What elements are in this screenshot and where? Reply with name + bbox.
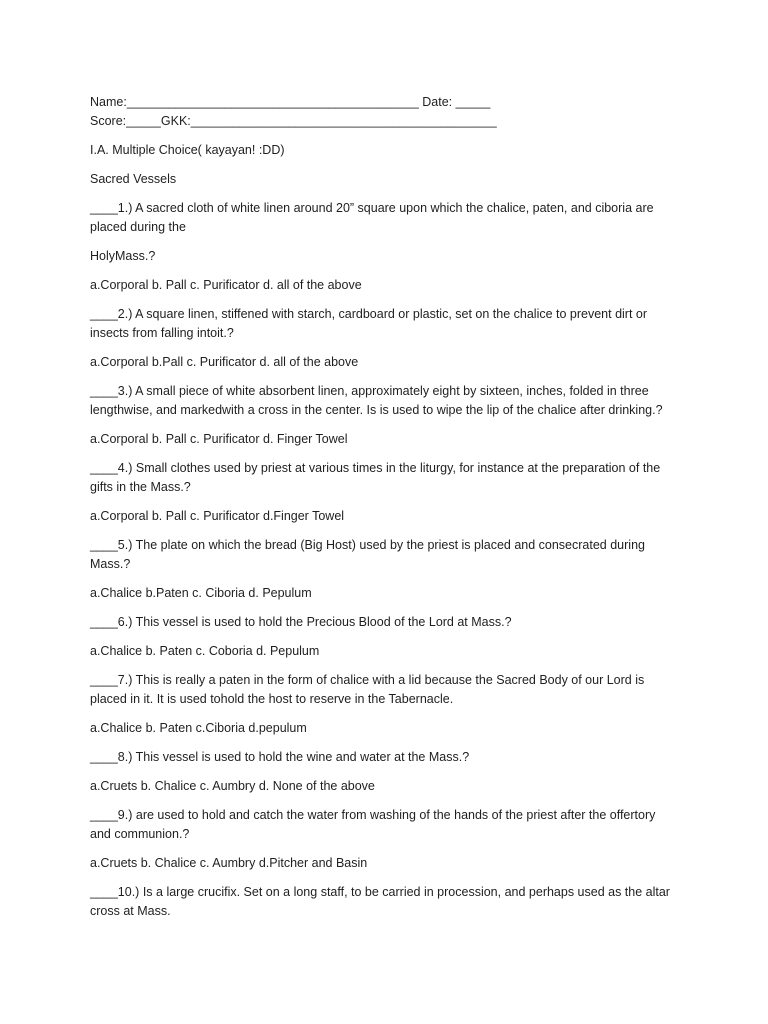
question-10-line-2: cross at Mass. <box>90 904 171 918</box>
question-3-line-2: lengthwise, and markedwith a cross in the center. Is is used to wipe the lip of the chalice after drinking.? <box>90 403 663 417</box>
question-6-choices: a.Chalice b. Paten c. Coboria d. Pepulum <box>90 644 320 658</box>
question-4-line-2: gifts in the Mass.? <box>90 480 191 494</box>
question-7-line-1: ____7.) This is really a paten in the form of chalice with a lid because the Sacred Body of our Lord is <box>90 673 645 687</box>
question-9-line-1: ____9.) are used to hold and catch the water from washing of the hands of the priest after the offertory <box>90 808 656 822</box>
question-1-choices: a.Corporal b. Pall c. Purificator d. all of the above <box>90 278 362 292</box>
question-8-line-1: ____8.) This vessel is used to hold the wine and water at the Mass.? <box>90 750 470 764</box>
section-subtitle: Sacred Vessels <box>90 172 177 186</box>
question-3-line-1: ____3.) A small piece of white absorbent linen, approximately eight by sixteen, inches, folded in three <box>90 384 649 398</box>
question-5-choices: a.Chalice b.Paten c. Ciboria d. Pepulum <box>90 586 312 600</box>
question-3-choices: a.Corporal b. Pall c. Purificator d. Finger Towel <box>90 432 348 446</box>
question-1-line-1: ____1.) A sacred cloth of white linen around 20” square upon which the chalice, paten, and ciboria are <box>90 201 654 215</box>
question-4-line-1: ____4.) Small clothes used by priest at various times in the liturgy, for instance at the preparation of the <box>90 461 661 475</box>
question-2-choices: a.Corporal b.Pall c. Purificator d. all of the above <box>90 355 359 369</box>
question-4-choices: a.Corporal b. Pall c. Purificator d.Finger Towel <box>90 509 345 523</box>
question-1-line-3: HolyMass.? <box>90 249 156 263</box>
name-date-line: Name:__________________________________________ Date: _____ <box>90 95 491 109</box>
question-8-choices: a.Cruets b. Chalice c. Aumbry d. None of the above <box>90 779 375 793</box>
question-9-choices: a.Cruets b. Chalice c. Aumbry d.Pitcher and Basin <box>90 856 368 870</box>
question-7-line-2: placed in it. It is used tohold the host to reserve in the Tabernacle. <box>90 692 454 706</box>
question-5-line-1: ____5.) The plate on which the bread (Big Host) used by the priest is placed and consecrated during <box>90 538 645 552</box>
question-7-choices: a.Chalice b. Paten c.Ciboria d.pepulum <box>90 721 307 735</box>
section-title: I.A. Multiple Choice( kayayan! :DD) <box>90 143 285 157</box>
question-1-line-2: placed during the <box>90 220 186 234</box>
question-5-line-2: Mass.? <box>90 557 131 571</box>
score-gkk-line: Score:_____GKK:____________________________________________ <box>90 114 497 128</box>
question-2-line-1: ____2.) A square linen, stiffened with starch, cardboard or plastic, set on the chalice to prevent dirt or <box>90 307 648 321</box>
question-6-line-1: ____6.) This vessel is used to hold the Precious Blood of the Lord at Mass.? <box>90 615 512 629</box>
question-10-line-1: ____10.) Is a large crucifix. Set on a long staff, to be carried in procession, and perhaps used as the altar <box>90 885 670 899</box>
question-2-line-2: insects from falling intoit.? <box>90 326 234 340</box>
question-9-line-2: and communion.? <box>90 827 190 841</box>
